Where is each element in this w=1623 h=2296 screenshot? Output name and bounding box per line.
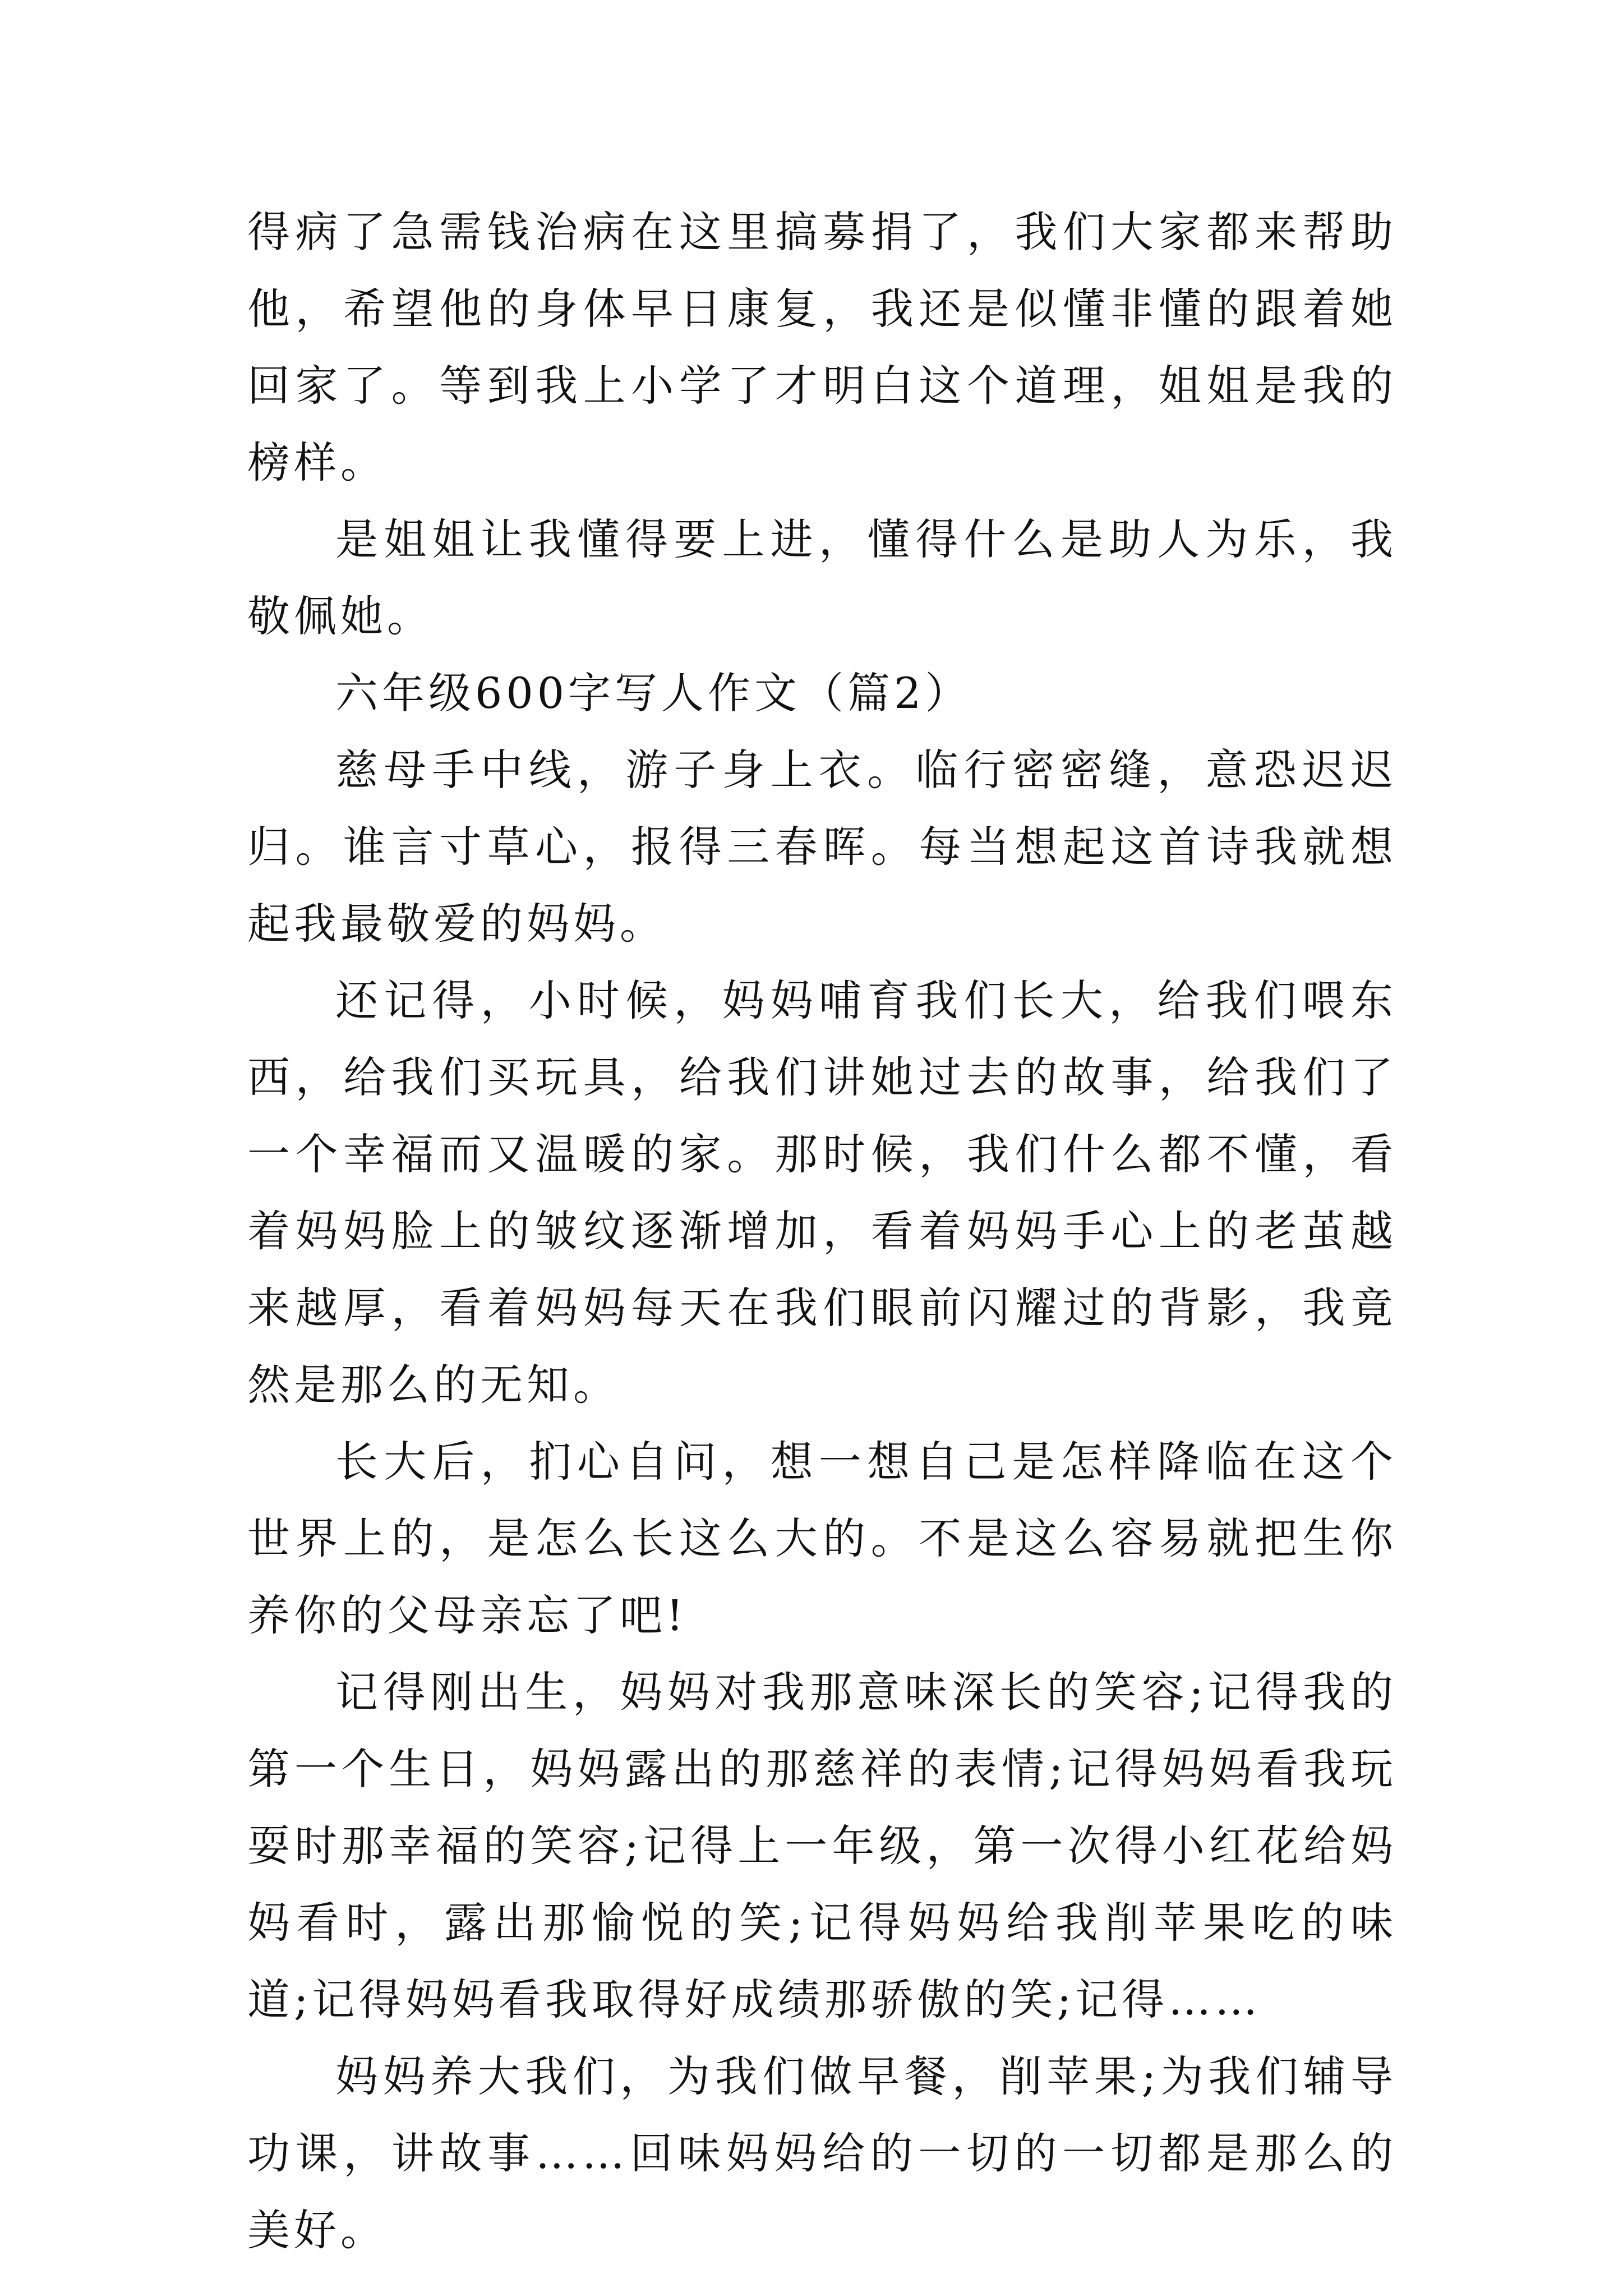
- paragraph-mother-care: 妈妈养大我们，为我们做早餐，削苹果;为我们辅导功课，讲故事……回味妈妈给的一切的一切都是那么的美好。: [247, 2051, 1397, 2255]
- document-body: [247, 194, 1397, 2269]
- paragraph-memories: 记得刚出生，妈妈对我那意味深长的笑容;记得我的第一个生日，妈妈露出的那慈祥的表情;记得妈妈看我玩耍时那幸福的笑容;记得上一年级，第一次得小红花给妈妈看时，露出那愉悦的笑;记得妈妈给我削苹果吃的味道;记得妈妈看我取得好成绩那骄傲的笑;记得……: [247, 1667, 1397, 2024]
- paragraph-grown-up: 长大后，扪心自问，想一想自己是怎样降临在这个世界上的，是怎么长这么大的。不是这么容易就把生你养你的父母亲忘了吧!: [247, 1437, 1397, 1640]
- essay-heading: 六年级600字写人作文（篇2）: [335, 668, 972, 718]
- paragraph-admire-sister: 是姐姐让我懂得要上进，懂得什么是助人为乐，我敬佩她。: [247, 514, 1397, 641]
- paragraph-childhood: 还记得，小时候，妈妈哺育我们长大，给我们喂东西，给我们买玩具，给我们讲她过去的故事，给我们了一个幸福而又温暖的家。那时候，我们什么都不懂，看着妈妈脸上的皱纹逐渐增加，看着妈妈手心上的老茧越来越厚，看着妈妈每天在我们眼前闪耀过的背影，我竟然是那么的无知。: [247, 976, 1397, 1410]
- paragraph-poem: 慈母手中线，游子身上衣。临行密密缝，意恐迟迟归。谁言寸草心，报得三春晖。每当想起这首诗我就想起我最敬爱的妈妈。: [247, 745, 1397, 949]
- paragraph-continued: 得病了急需钱治病在这里搞募捐了，我们大家都来帮助他，希望他的身体早日康复，我还是似懂非懂的跟着她回家了。等到我上小学了才明白这个道理，姐姐是我的榜样。: [247, 207, 1397, 487]
